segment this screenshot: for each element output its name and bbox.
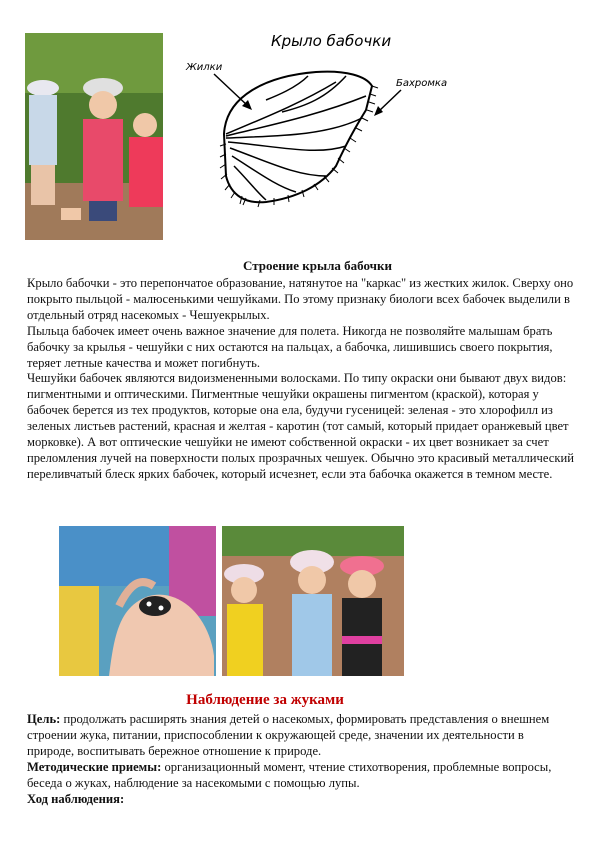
paragraph: Чешуйки бабочек являются видоизмененными волосками. По типу окраски они бывают двух видов: пигментными и оптическими. Пигментные чешуйки окрашены пигментом (краской), которая у бабочек берется из тех продуктов, которые она ела, будучи гусеницей: зеленая - это хлорофилл из зеленых листьев растений, красная и желтая - каротин (тот самый, который придает оранжевый цвет морковке). А вот оптические чешуйки не имеют собственной окраски - их цвет возникает за счет преломления лучей на поверхности полых прозрачных чешуек. Обычно это красивый металлический переливчатый блеск ярких бабочек, который исчезнет, если эта бабочка окажется в темном месте. [27,371,574,481]
children-photo-top [25,33,163,240]
methods-text: организационный момент, чтение стихотворения, проблемные вопросы, беседа о жуках, наблюдение за насекомыми с помощью лупы. [27,759,552,790]
observation-heading: Наблюдение за жуками [186,692,344,708]
progress-label: Ход наблюдения: [27,791,125,806]
goal-paragraph [27,712,567,760]
goal-label: Цель: [27,712,61,726]
methods-paragraph [27,760,567,792]
goal-text: продолжать расширять знания детей о насекомых, формировать представления о внешнем строении жука, питании, приспособлении к окружающей среде, значении их деятельности в природе, воспитывать бережное отношение к природе. [27,712,550,758]
children-observation-photo [222,526,404,676]
structure-heading: Строение крыла бабочки [243,258,392,273]
methods-label: Методические приемы: [27,759,162,774]
observation-text [27,712,567,807]
paragraph: Крыло бабочки - это перепончатое образование, натянутое на "каркас" из жестких жилок. Сверху оно покрыто пыльцой - малюсенькими чешуйками. По этому признаку биологи всех бабочек выделили в отдельный отряд насекомых - Чешуекрылых. [27,276,574,322]
paragraph: Пыльца бабочек имеет очень важное значение для полета. Никогда не позволяйте малышам брать бабочку за крылья - чешуйки с них остаются на пальцах, а бабочка, лишившись своего покрытия, теряет летные качества и может погибнуть. [27,323,553,370]
label-fringe: Бахромка [396,78,448,89]
butterfly-wing-diagram [186,26,448,241]
structure-text [27,276,575,483]
progress-paragraph [27,792,567,808]
label-veins: Жилки [186,62,223,73]
butterfly-hand-photo [59,526,216,676]
diagram-title: Крыло бабочки [271,32,392,50]
